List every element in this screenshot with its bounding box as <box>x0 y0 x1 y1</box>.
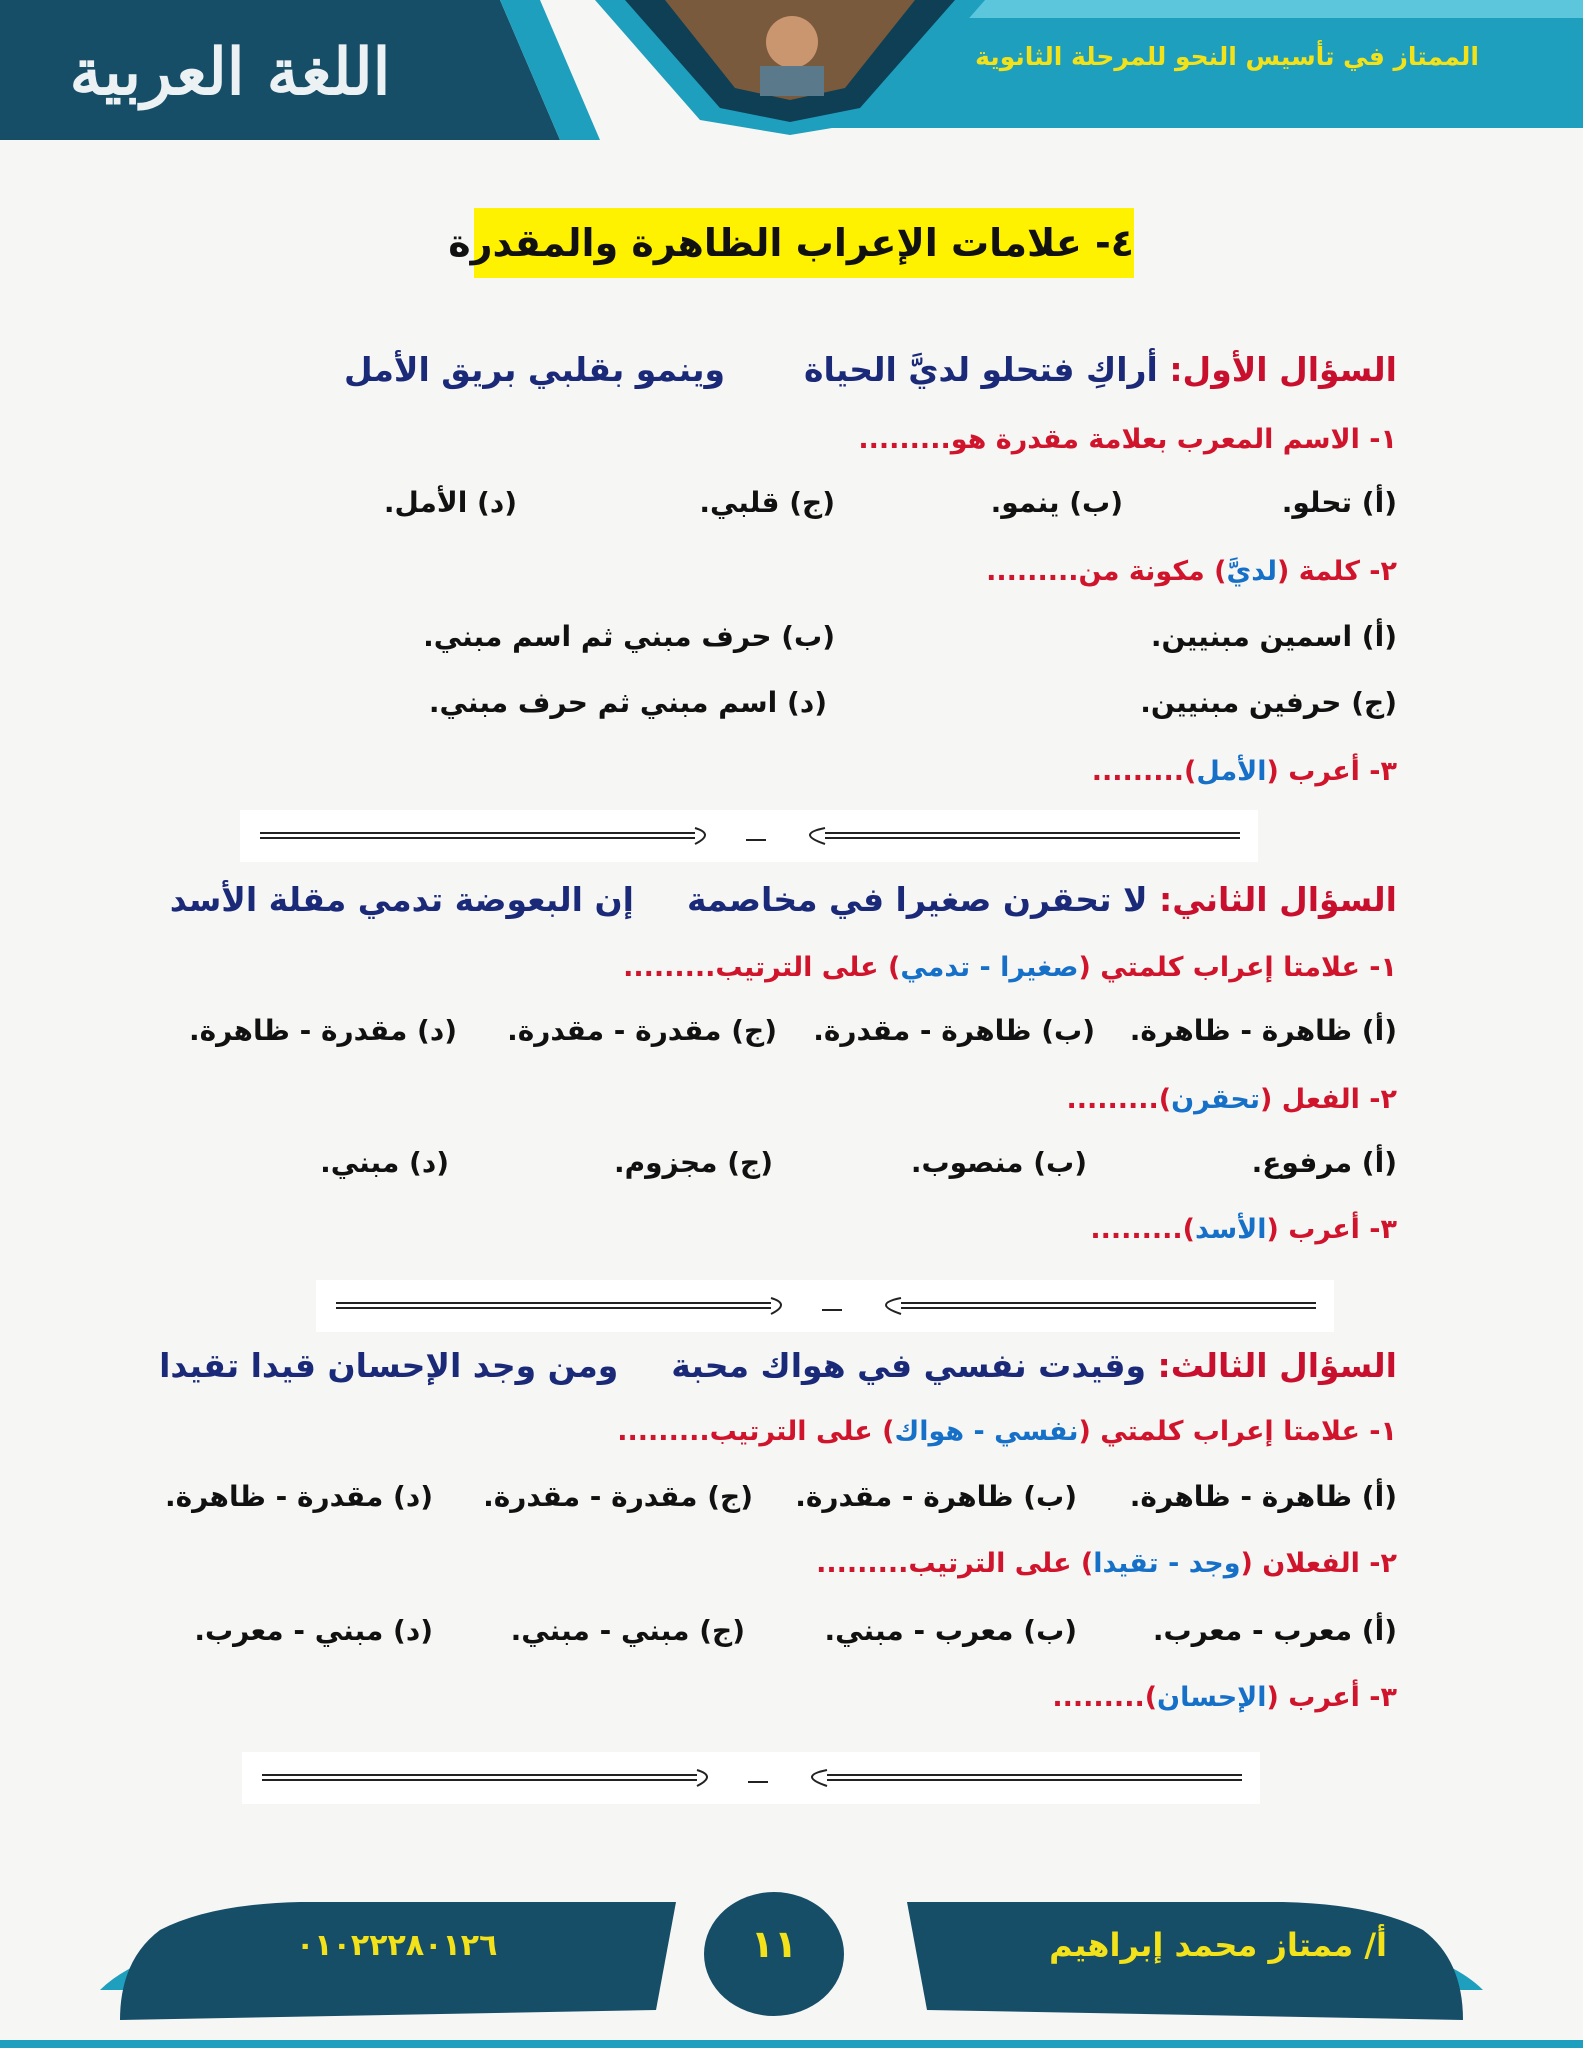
q3-p3-word: الإحسان <box>1157 1682 1267 1713</box>
q1-p1-option-d[interactable]: (د) الأمل. <box>383 486 517 519</box>
q3-p1-option-b[interactable]: (ب) ظاهرة - مقدرة. <box>795 1480 1077 1513</box>
page-footer <box>0 1870 1583 2048</box>
question-2-verse-b: إن البعوضة تدمي مقلة الأسد <box>169 880 634 919</box>
q3-p1-option-a[interactable]: (أ) ظاهرة - ظاهرة. <box>1129 1480 1397 1513</box>
question-2-label: السؤال الثاني: <box>1159 880 1397 919</box>
question-1-heading <box>344 350 1397 389</box>
q2-p2-word: تحقرن <box>1171 1084 1260 1115</box>
q1-p3-pre: ٣- أعرب ( <box>1266 756 1397 787</box>
q1-p2-option-c[interactable]: (ج) حرفين مبنيين. <box>1140 686 1397 719</box>
q1-p2-option-a[interactable]: (أ) اسمين مبنيين. <box>1150 620 1397 653</box>
q2-p3-word: الأسد <box>1195 1214 1267 1245</box>
question-3-label: السؤال الثالث: <box>1157 1346 1397 1385</box>
section-divider <box>242 1752 1260 1804</box>
q3-p1-pre: ١- علامتا إعراب كلمتي ( <box>1078 1416 1397 1447</box>
q2-p2-option-d[interactable]: (د) مبني. <box>320 1146 449 1179</box>
q3-p1-post: ) على الترتيب......... <box>617 1416 895 1447</box>
q1-p1-option-c[interactable]: (ج) قلبي. <box>699 486 835 519</box>
question-1-verse-b: وينمو بقلبي بريق الأمل <box>344 350 725 389</box>
q3-p3-post: )......... <box>1052 1682 1158 1713</box>
book-title: الممتاز في تأسيس النحو للمرحلة الثانوية <box>975 42 1479 71</box>
q3-p2-option-c[interactable]: (ج) مبني - مبني. <box>510 1614 745 1647</box>
q3-p2-word: وجد - تقيدا <box>1093 1548 1241 1579</box>
q2-p1-option-c[interactable]: (ج) مقدرة - مقدرة. <box>507 1014 777 1047</box>
q1-p2-post: ) مكونة من......... <box>986 556 1227 587</box>
lesson-title: ٤- علامات الإعراب الظاهرة والمقدرة <box>474 208 1134 278</box>
q3-prompt-2 <box>816 1548 1397 1579</box>
q2-p1-post: ) على الترتيب......... <box>623 952 901 983</box>
q2-p2-pre: ٢- الفعل ( <box>1260 1084 1397 1115</box>
page-number: ١١ <box>750 1922 798 1966</box>
q1-p2-option-b[interactable]: (ب) حرف مبني ثم اسم مبني. <box>423 620 835 653</box>
q1-p3-word: الأمل <box>1196 756 1267 787</box>
q2-p2-post: )......... <box>1066 1084 1172 1115</box>
q2-p1-word: صغيرا - تدمي <box>900 952 1079 983</box>
phone-number: ٠١٠٢٢٢٨٠١٢٦ <box>296 1928 498 1963</box>
q3-prompt-3 <box>1052 1682 1397 1713</box>
q3-p2-option-b[interactable]: (ب) معرب - مبني. <box>824 1614 1077 1647</box>
question-3-verse-a: وقيدت نفسي في هواك محبة <box>671 1346 1146 1385</box>
q2-p2-option-a[interactable]: (أ) مرفوع. <box>1251 1146 1397 1179</box>
q3-p1-word: نفسي - هواك <box>894 1416 1079 1447</box>
q1-p1-option-a[interactable]: (أ) تحلو. <box>1281 486 1397 519</box>
q2-p1-pre: ١- علامتا إعراب كلمتي ( <box>1078 952 1397 983</box>
q1-prompt-3 <box>1092 756 1397 787</box>
logo: اللغة العربية <box>69 35 391 110</box>
q2-prompt-2 <box>1066 1084 1397 1115</box>
section-divider <box>316 1280 1334 1332</box>
section-divider <box>240 810 1258 862</box>
q2-prompt-3 <box>1090 1214 1397 1245</box>
q3-p2-option-a[interactable]: (أ) معرب - معرب. <box>1152 1614 1397 1647</box>
q2-p1-option-d[interactable]: (د) مقدرة - ظاهرة. <box>188 1014 457 1047</box>
question-1-verse-a: أراكِ فتحلو لديَّ الحياة <box>803 350 1158 389</box>
q3-p2-pre: ٢- الفعلان ( <box>1240 1548 1397 1579</box>
q3-p3-pre: ٣- أعرب ( <box>1266 1682 1397 1713</box>
q2-p1-option-b[interactable]: (ب) ظاهرة - مقدرة. <box>813 1014 1095 1047</box>
q2-p3-post: )......... <box>1090 1214 1196 1245</box>
q2-p2-option-b[interactable]: (ب) منصوب. <box>910 1146 1087 1179</box>
author-name: أ/ ممتاز محمد إبراهيم <box>1049 1926 1387 1964</box>
question-3-verse-b: ومن وجد الإحسان قيدا تقيدا <box>159 1346 619 1385</box>
q1-p2-word: لديَّ <box>1226 556 1277 587</box>
q2-prompt-1 <box>623 952 1397 983</box>
q1-p2-option-d[interactable]: (د) اسم مبني ثم حرف مبني. <box>428 686 827 719</box>
q2-p2-option-c[interactable]: (ج) مجزوم. <box>613 1146 773 1179</box>
q2-p1-option-a[interactable]: (أ) ظاهرة - ظاهرة. <box>1129 1014 1397 1047</box>
q1-p3-post: )......... <box>1091 756 1197 787</box>
q3-p1-option-c[interactable]: (ج) مقدرة - مقدرة. <box>483 1480 753 1513</box>
question-1-label: السؤال الأول: <box>1169 350 1397 389</box>
q3-p1-option-d[interactable]: (د) مقدرة - ظاهرة. <box>164 1480 433 1513</box>
q1-prompt-1: ١- الاسم المعرب بعلامة مقدرة هو......... <box>858 424 1397 455</box>
page-header <box>0 0 1583 150</box>
q3-prompt-1 <box>617 1416 1397 1447</box>
question-3-heading <box>159 1346 1397 1385</box>
q3-p2-option-d[interactable]: (د) مبني - معرب. <box>194 1614 433 1647</box>
q1-p1-option-b[interactable]: (ب) ينمو. <box>990 486 1123 519</box>
question-2-heading <box>170 880 1397 919</box>
q2-p3-pre: ٣- أعرب ( <box>1266 1214 1397 1245</box>
q3-p2-post: ) على الترتيب......... <box>816 1548 1094 1579</box>
question-2-verse-a: لا تحقرن صغيرا في مخاصمة <box>686 880 1148 919</box>
q1-p2-pre: ٢- كلمة ( <box>1276 556 1397 587</box>
q1-prompt-2 <box>986 556 1397 587</box>
